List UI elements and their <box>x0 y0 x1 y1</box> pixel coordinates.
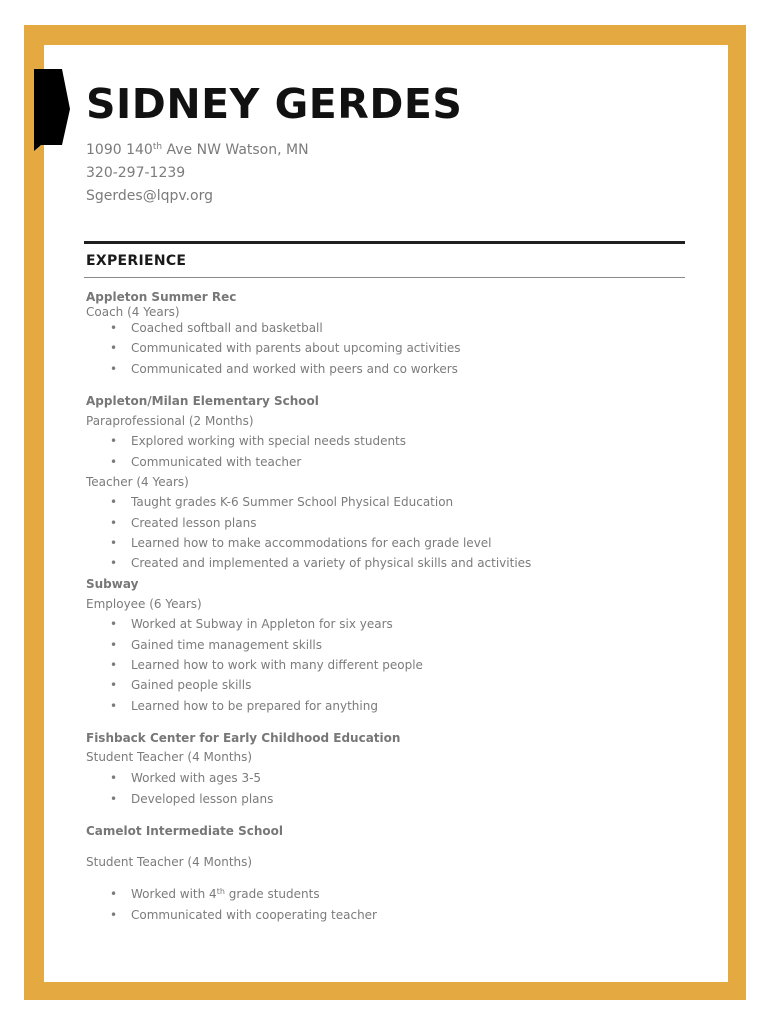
bullet-icon: • <box>110 699 118 713</box>
bullet-icon: • <box>110 434 118 448</box>
role-title: Coach (4 Years) <box>86 305 180 319</box>
employer-name: Subway <box>86 577 139 591</box>
bullet-item: • Learned how to be prepared for anything <box>110 699 378 713</box>
bullet-item: • Coached softball and basketball <box>110 321 323 335</box>
bullet-item: • Created and implemented a variety of physical skills and activities <box>110 556 532 570</box>
bullet-icon: • <box>110 321 118 335</box>
bullet-icon: • <box>110 658 118 672</box>
bullet-icon: • <box>110 678 118 692</box>
bullet-icon: • <box>110 455 118 469</box>
bullet-item: • Communicated with cooperating teacher <box>110 908 377 922</box>
bullet-item: • Learned how to work with many different people <box>110 658 423 672</box>
bullet-item: • Created lesson plans <box>110 516 257 530</box>
address: 1090 140th Ave NW Watson, MN <box>86 142 309 158</box>
bullet-icon: • <box>110 771 118 785</box>
bullet-item: • Communicated with teacher <box>110 455 302 469</box>
section-divider-thin <box>84 277 685 278</box>
employer-name: Appleton Summer Rec <box>86 290 237 304</box>
bullet-item: • Communicated and worked with peers and co workers <box>110 362 458 376</box>
bullet-item: • Explored working with special needs students <box>110 434 407 448</box>
bullet-icon: • <box>110 536 118 550</box>
bullet-icon: • <box>110 887 118 901</box>
accent-tab-marker <box>34 69 70 151</box>
bullet-item: • Communicated with parents about upcoming activities <box>110 341 461 355</box>
role-title: Student Teacher (4 Months) <box>86 855 253 869</box>
bullet-item: • Learned how to make accommodations for each grade level <box>110 536 492 550</box>
bullet-icon: • <box>110 556 118 570</box>
role-title: Teacher (4 Years) <box>86 475 189 489</box>
phone: 320-297-1239 <box>86 165 186 181</box>
role-title: Student Teacher (4 Months) <box>86 750 253 764</box>
bullet-icon: • <box>110 341 118 355</box>
bullet-item: • Gained people skills <box>110 678 252 692</box>
contact-block <box>86 139 309 208</box>
employer-name: Fishback Center for Early Childhood Education <box>86 731 401 745</box>
bullet-item: • Developed lesson plans <box>110 792 274 806</box>
bullet-icon: • <box>110 908 118 922</box>
bullet-icon: • <box>110 792 118 806</box>
candidate-name: SIDNEY GERDES <box>86 80 463 128</box>
bullet-icon: • <box>110 617 118 631</box>
bullet-item: • Worked at Subway in Appleton for six years <box>110 617 393 631</box>
section-divider-thick <box>84 241 685 244</box>
bullet-item: • Gained time management skills <box>110 638 322 652</box>
bullet-item: • Taught grades K-6 Summer School Physical Education <box>110 495 454 509</box>
bullet-icon: • <box>110 362 118 376</box>
role-title: Employee (6 Years) <box>86 597 202 611</box>
email[interactable]: Sgerdes@lqpv.org <box>86 188 213 204</box>
employer-name: Appleton/Milan Elementary School <box>86 394 319 408</box>
bullet-icon: • <box>110 638 118 652</box>
bullet-icon: • <box>110 516 118 530</box>
bullet-item: • Worked with 4th grade students <box>110 887 320 901</box>
employer-name: Camelot Intermediate School <box>86 824 284 838</box>
section-title-experience: EXPERIENCE <box>86 253 187 269</box>
role-title: Paraprofessional (2 Months) <box>86 414 254 428</box>
bullet-icon: • <box>110 495 118 509</box>
bullet-item: • Worked with ages 3-5 <box>110 771 262 785</box>
